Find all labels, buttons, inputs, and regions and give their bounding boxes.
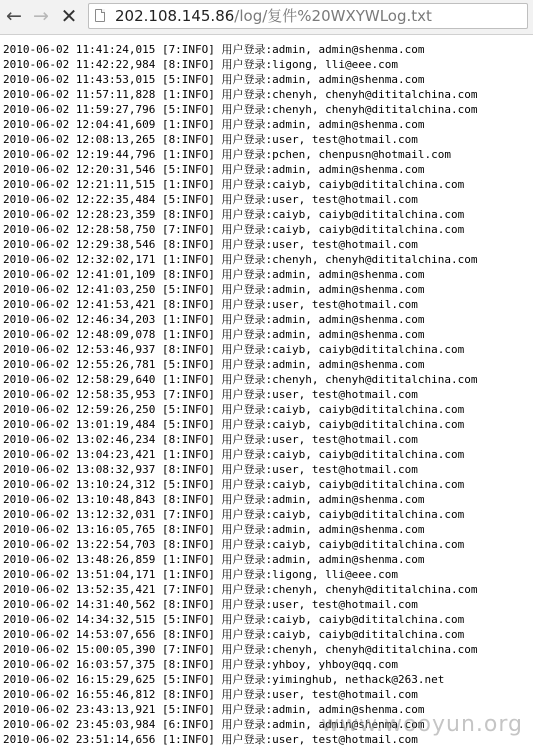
- log-line: 2010-06-02 11:59:27,796 [5:INFO] 用户登录:chenyh, chenyh@dititalchina.com: [3, 103, 478, 116]
- log-line: 2010-06-02 12:46:34,203 [1:INFO] 用户登录:admin, admin@shenma.com: [3, 313, 425, 326]
- log-line: 2010-06-02 15:00:05,390 [7:INFO] 用户登录:chenyh, chenyh@dititalchina.com: [3, 643, 478, 656]
- log-line: 2010-06-02 14:53:07,656 [8:INFO] 用户登录:caiyb, caiyb@dititalchina.com: [3, 628, 465, 641]
- log-line: 2010-06-02 23:43:13,921 [5:INFO] 用户登录:admin, admin@shenma.com: [3, 703, 425, 716]
- log-line: 2010-06-02 23:51:14,656 [1:INFO] 用户登录:user, test@hotmail.com: [3, 733, 418, 746]
- log-line: 2010-06-02 13:10:24,312 [5:INFO] 用户登录:caiyb, caiyb@dititalchina.com: [3, 478, 465, 491]
- log-line: 2010-06-02 12:59:26,250 [5:INFO] 用户登录:caiyb, caiyb@dititalchina.com: [3, 403, 465, 416]
- log-line: 2010-06-02 13:51:04,171 [1:INFO] 用户登录:ligong, lli@eee.com: [3, 568, 398, 581]
- log-line: 2010-06-02 12:20:31,546 [5:INFO] 用户登录:admin, admin@shenma.com: [3, 163, 425, 176]
- url-host: 202.108.145.86: [115, 7, 235, 25]
- log-line: 2010-06-02 13:02:46,234 [8:INFO] 用户登录:user, test@hotmail.com: [3, 433, 418, 446]
- log-line: 2010-06-02 16:03:57,375 [8:INFO] 用户登录:yhboy, yhboy@qq.com: [3, 658, 398, 671]
- log-line: 2010-06-02 11:42:22,984 [8:INFO] 用户登录:ligong, lli@eee.com: [3, 58, 398, 71]
- log-line: 2010-06-02 16:15:29,625 [5:INFO] 用户登录:yiminghub, nethack@263.net: [3, 673, 445, 686]
- log-line: 2010-06-02 12:21:11,515 [1:INFO] 用户登录:caiyb, caiyb@dititalchina.com: [3, 178, 465, 191]
- log-line: 2010-06-02 12:22:35,484 [5:INFO] 用户登录:user, test@hotmail.com: [3, 193, 418, 206]
- log-line: 2010-06-02 12:41:01,109 [8:INFO] 用户登录:admin, admin@shenma.com: [3, 268, 425, 281]
- address-bar[interactable]: [88, 3, 528, 29]
- log-line: 2010-06-02 12:19:44,796 [1:INFO] 用户登录:pchen, chenpusn@hotmail.com: [3, 148, 451, 161]
- log-line: 2010-06-02 13:10:48,843 [8:INFO] 用户登录:admin, admin@shenma.com: [3, 493, 425, 506]
- log-line: 2010-06-02 12:29:38,546 [8:INFO] 用户登录:user, test@hotmail.com: [3, 238, 418, 251]
- log-line: 2010-06-02 14:31:40,562 [8:INFO] 用户登录:user, test@hotmail.com: [3, 598, 418, 611]
- log-line: 2010-06-02 12:28:58,750 [7:INFO] 用户登录:caiyb, caiyb@dititalchina.com: [3, 223, 465, 236]
- log-line: 2010-06-02 12:41:03,250 [5:INFO] 用户登录:admin, admin@shenma.com: [3, 283, 425, 296]
- log-line: 2010-06-02 11:57:11,828 [1:INFO] 用户登录:chenyh, chenyh@dititalchina.com: [3, 88, 478, 101]
- browser-toolbar: [0, 0, 533, 35]
- log-line: 2010-06-02 12:08:13,265 [8:INFO] 用户登录:user, test@hotmail.com: [3, 133, 418, 146]
- log-line: 2010-06-02 16:55:46,812 [8:INFO] 用户登录:user, test@hotmail.com: [3, 688, 418, 701]
- log-line: 2010-06-02 11:43:53,015 [5:INFO] 用户登录:admin, admin@shenma.com: [3, 73, 425, 86]
- log-line: 2010-06-02 13:22:54,703 [8:INFO] 用户登录:caiyb, caiyb@dititalchina.com: [3, 538, 465, 551]
- log-line: 2010-06-02 12:41:53,421 [8:INFO] 用户登录:user, test@hotmail.com: [3, 298, 418, 311]
- page-icon: [95, 9, 105, 22]
- log-line: 2010-06-02 12:58:35,953 [7:INFO] 用户登录:user, test@hotmail.com: [3, 388, 418, 401]
- log-line: 2010-06-02 12:53:46,937 [8:INFO] 用户登录:caiyb, caiyb@dititalchina.com: [3, 343, 465, 356]
- stop-loading-icon[interactable]: ✕: [60, 4, 78, 28]
- log-line: 2010-06-02 23:45:03,984 [6:INFO] 用户登录:admin, admin@shenma.com: [3, 718, 425, 731]
- log-line: 2010-06-02 12:32:02,171 [1:INFO] 用户登录:chenyh, chenyh@dititalchina.com: [3, 253, 478, 266]
- log-line: 2010-06-02 13:52:35,421 [7:INFO] 用户登录:chenyh, chenyh@dititalchina.com: [3, 583, 478, 596]
- log-line: 2010-06-02 12:28:23,359 [8:INFO] 用户登录:caiyb, caiyb@dititalchina.com: [3, 208, 465, 221]
- forward-arrow-icon[interactable]: →: [33, 4, 49, 27]
- log-line: 2010-06-02 11:41:24,015 [7:INFO] 用户登录:admin, admin@shenma.com: [3, 43, 425, 56]
- url-path: /log/复件%20WXYWLog.txt: [234, 7, 432, 25]
- log-line: 2010-06-02 13:16:05,765 [8:INFO] 用户登录:admin, admin@shenma.com: [3, 523, 425, 536]
- log-line: 2010-06-02 12:04:41,609 [1:INFO] 用户登录:admin, admin@shenma.com: [3, 118, 425, 131]
- log-line: 2010-06-02 13:48:26,859 [1:INFO] 用户登录:admin, admin@shenma.com: [3, 553, 425, 566]
- log-line: 2010-06-02 12:48:09,078 [1:INFO] 用户登录:admin, admin@shenma.com: [3, 328, 425, 341]
- url-text[interactable]: [115, 7, 432, 25]
- log-line: 2010-06-02 12:58:29,640 [1:INFO] 用户登录:chenyh, chenyh@dititalchina.com: [3, 373, 478, 386]
- log-line: 2010-06-02 13:01:19,484 [5:INFO] 用户登录:caiyb, caiyb@dititalchina.com: [3, 418, 465, 431]
- log-line: 2010-06-02 13:04:23,421 [1:INFO] 用户登录:caiyb, caiyb@dititalchina.com: [3, 448, 465, 461]
- log-line: 2010-06-02 13:08:32,937 [8:INFO] 用户登录:user, test@hotmail.com: [3, 463, 418, 476]
- log-line: 2010-06-02 12:55:26,781 [5:INFO] 用户登录:admin, admin@shenma.com: [3, 358, 425, 371]
- log-file-content: [3, 42, 533, 747]
- back-arrow-icon[interactable]: ←: [6, 4, 22, 27]
- watermark: www.wooyun.org: [321, 712, 523, 737]
- log-line: 2010-06-02 14:34:32,515 [5:INFO] 用户登录:caiyb, caiyb@dititalchina.com: [3, 613, 465, 626]
- log-line: 2010-06-02 13:12:32,031 [7:INFO] 用户登录:caiyb, caiyb@dititalchina.com: [3, 508, 465, 521]
